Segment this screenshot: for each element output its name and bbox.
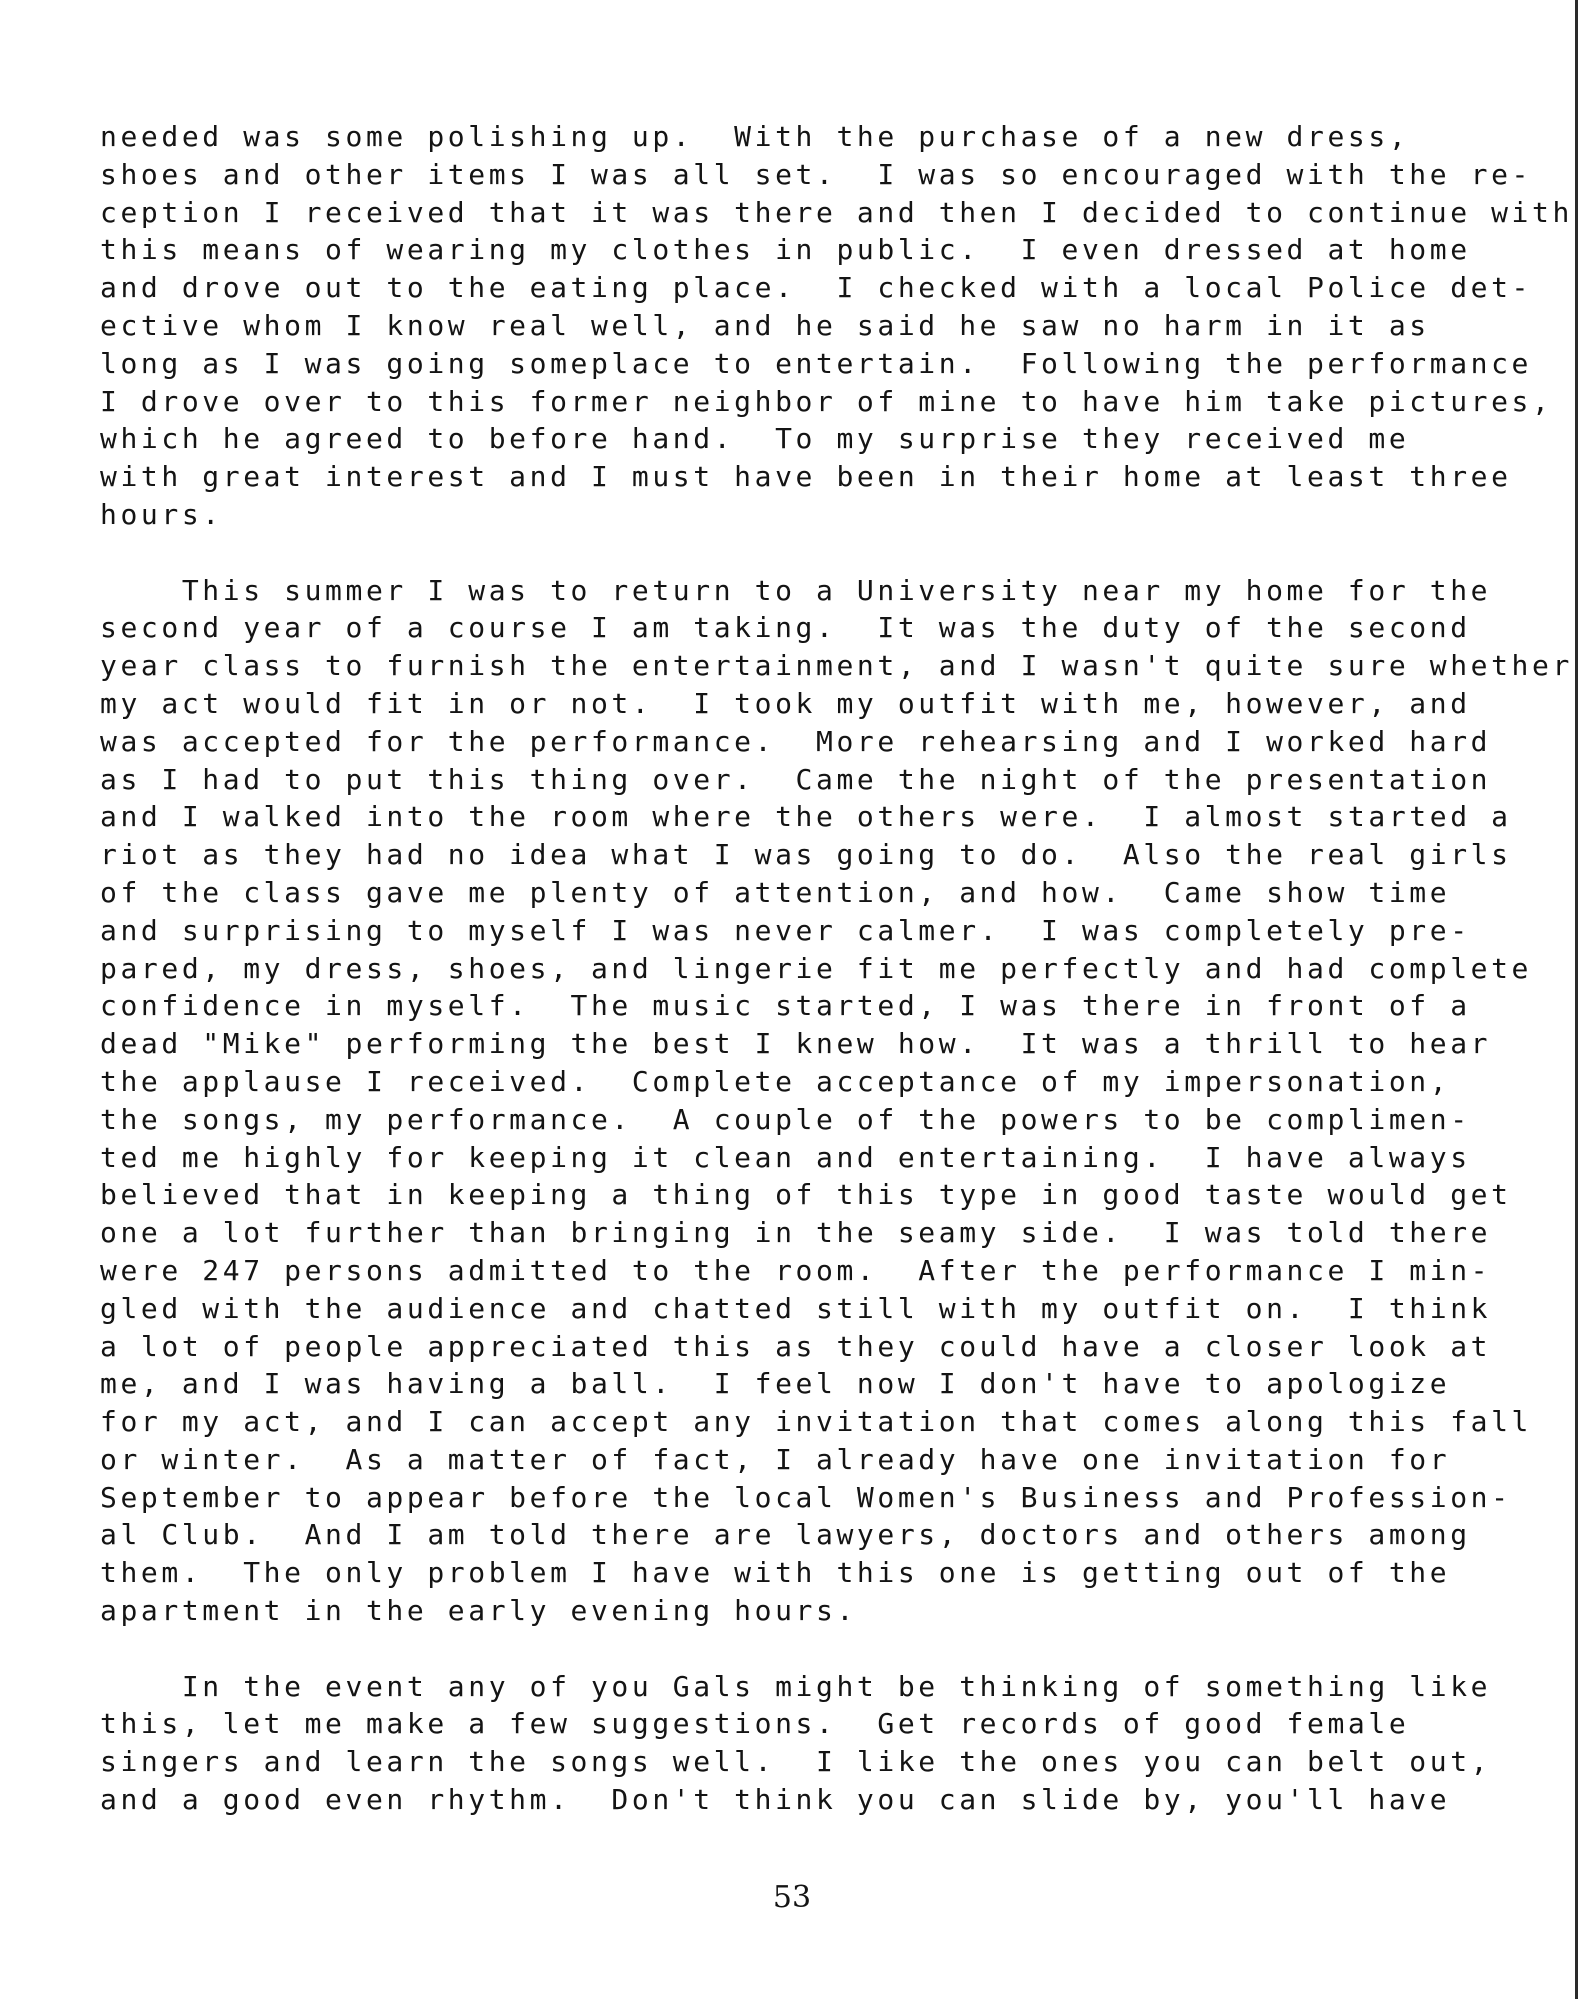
text-line: ception I received that it was there and then I decided to continue with (100, 195, 1573, 229)
text-line: one a lot further than bringing in the seamy side. I was told there (100, 1216, 1492, 1250)
text-line: this, let me make a few suggestions. Get records of good female (100, 1707, 1410, 1741)
text-line: which he agreed to before hand. To my surprise they received me (100, 422, 1410, 456)
text-line: apartment in the early evening hours. (100, 1594, 857, 1628)
text-line: for my act, and I can accept any invitation that comes along this fall (100, 1405, 1533, 1439)
text-line: and surprising to myself I was never calmer. I was completely pre- (100, 913, 1471, 947)
text-line: with great interest and I must have been in their home at least three (100, 460, 1512, 494)
text-line: me, and I was having a ball. I feel now I don't have to apologize (100, 1367, 1451, 1401)
text-line: This summer I was to return to a University near my home for the (100, 573, 1492, 607)
body-text (100, 118, 1573, 1819)
text-line: riot as they had no idea what I was going to do. Also the real girls (100, 838, 1512, 872)
text-line: singers and learn the songs well. I like the ones you can belt out, (100, 1745, 1492, 1779)
text-line: or winter. As a matter of fact, I already have one invitation for (100, 1442, 1451, 1476)
text-line: al Club. And I am told there are lawyers, doctors and others among (100, 1518, 1471, 1552)
text-line: I drove over to this former neighbor of mine to have him take pictures, (100, 384, 1553, 418)
text-line: In the event any of you Gals might be thinking of something like (100, 1669, 1492, 1703)
text-line: were 247 persons admitted to the room. After the performance I min- (100, 1253, 1492, 1287)
page-number: 53 (772, 1880, 812, 1915)
paragraph-gap (100, 1630, 1540, 1668)
text-line: second year of a course I am taking. It was the duty of the second (100, 611, 1471, 645)
paragraph-gap (100, 534, 1540, 572)
text-line: and drove out to the eating place. I checked with a local Police det- (100, 271, 1533, 305)
text-line: confidence in myself. The music started, I was there in front of a (100, 989, 1471, 1023)
paragraph-2 (100, 572, 1573, 1630)
text-line: the songs, my performance. A couple of the powers to be complimen- (100, 1102, 1471, 1136)
text-line: as I had to put this thing over. Came the night of the presentation (100, 762, 1492, 796)
text-line: long as I was going someplace to entertain. Following the performance (100, 346, 1533, 380)
text-line: gled with the audience and chatted still with my outfit on. I think (100, 1291, 1492, 1325)
text-line: dead "Mike" performing the best I knew how. It was a thrill to hear (100, 1027, 1492, 1061)
text-line: of the class gave me plenty of attention, and how. Came show time (100, 875, 1451, 909)
text-line: my act would fit in or not. I took my outfit with me, however, and (100, 686, 1471, 720)
scan-edge-line (1575, 0, 1578, 1999)
text-line: and a good even rhythm. Don't think you can slide by, you'll have (100, 1783, 1451, 1817)
text-line: and I walked into the room where the others were. I almost started a (100, 800, 1512, 834)
text-line: them. The only problem I have with this one is getting out of the (100, 1556, 1451, 1590)
text-line: the applause I received. Complete acceptance of my impersonation, (100, 1064, 1451, 1098)
text-line: pared, my dress, shoes, and lingerie fit me perfectly and had complete (100, 951, 1533, 985)
text-line: ted me highly for keeping it clean and entertaining. I have always (100, 1140, 1471, 1174)
text-line: a lot of people appreciated this as they could have a closer look at (100, 1329, 1492, 1363)
text-line: shoes and other items I was all set. I was so encouraged with the re- (100, 157, 1533, 191)
paragraph-1 (100, 118, 1573, 534)
text-line: hours. (100, 497, 223, 531)
text-line: needed was some polishing up. With the purchase of a new dress, (100, 120, 1410, 153)
text-line: September to appear before the local Women's Business and Profession- (100, 1480, 1512, 1514)
text-line: year class to furnish the entertainment, and I wasn't quite sure whether (100, 649, 1573, 683)
text-line: believed that in keeping a thing of this type in good taste would get (100, 1178, 1512, 1212)
paragraph-3 (100, 1668, 1540, 1819)
text-line: this means of wearing my clothes in public. I even dressed at home (100, 233, 1471, 267)
text-line: was accepted for the performance. More rehearsing and I worked hard (100, 724, 1492, 758)
text-line: ective whom I know real well, and he said he saw no harm in it as (100, 308, 1430, 342)
